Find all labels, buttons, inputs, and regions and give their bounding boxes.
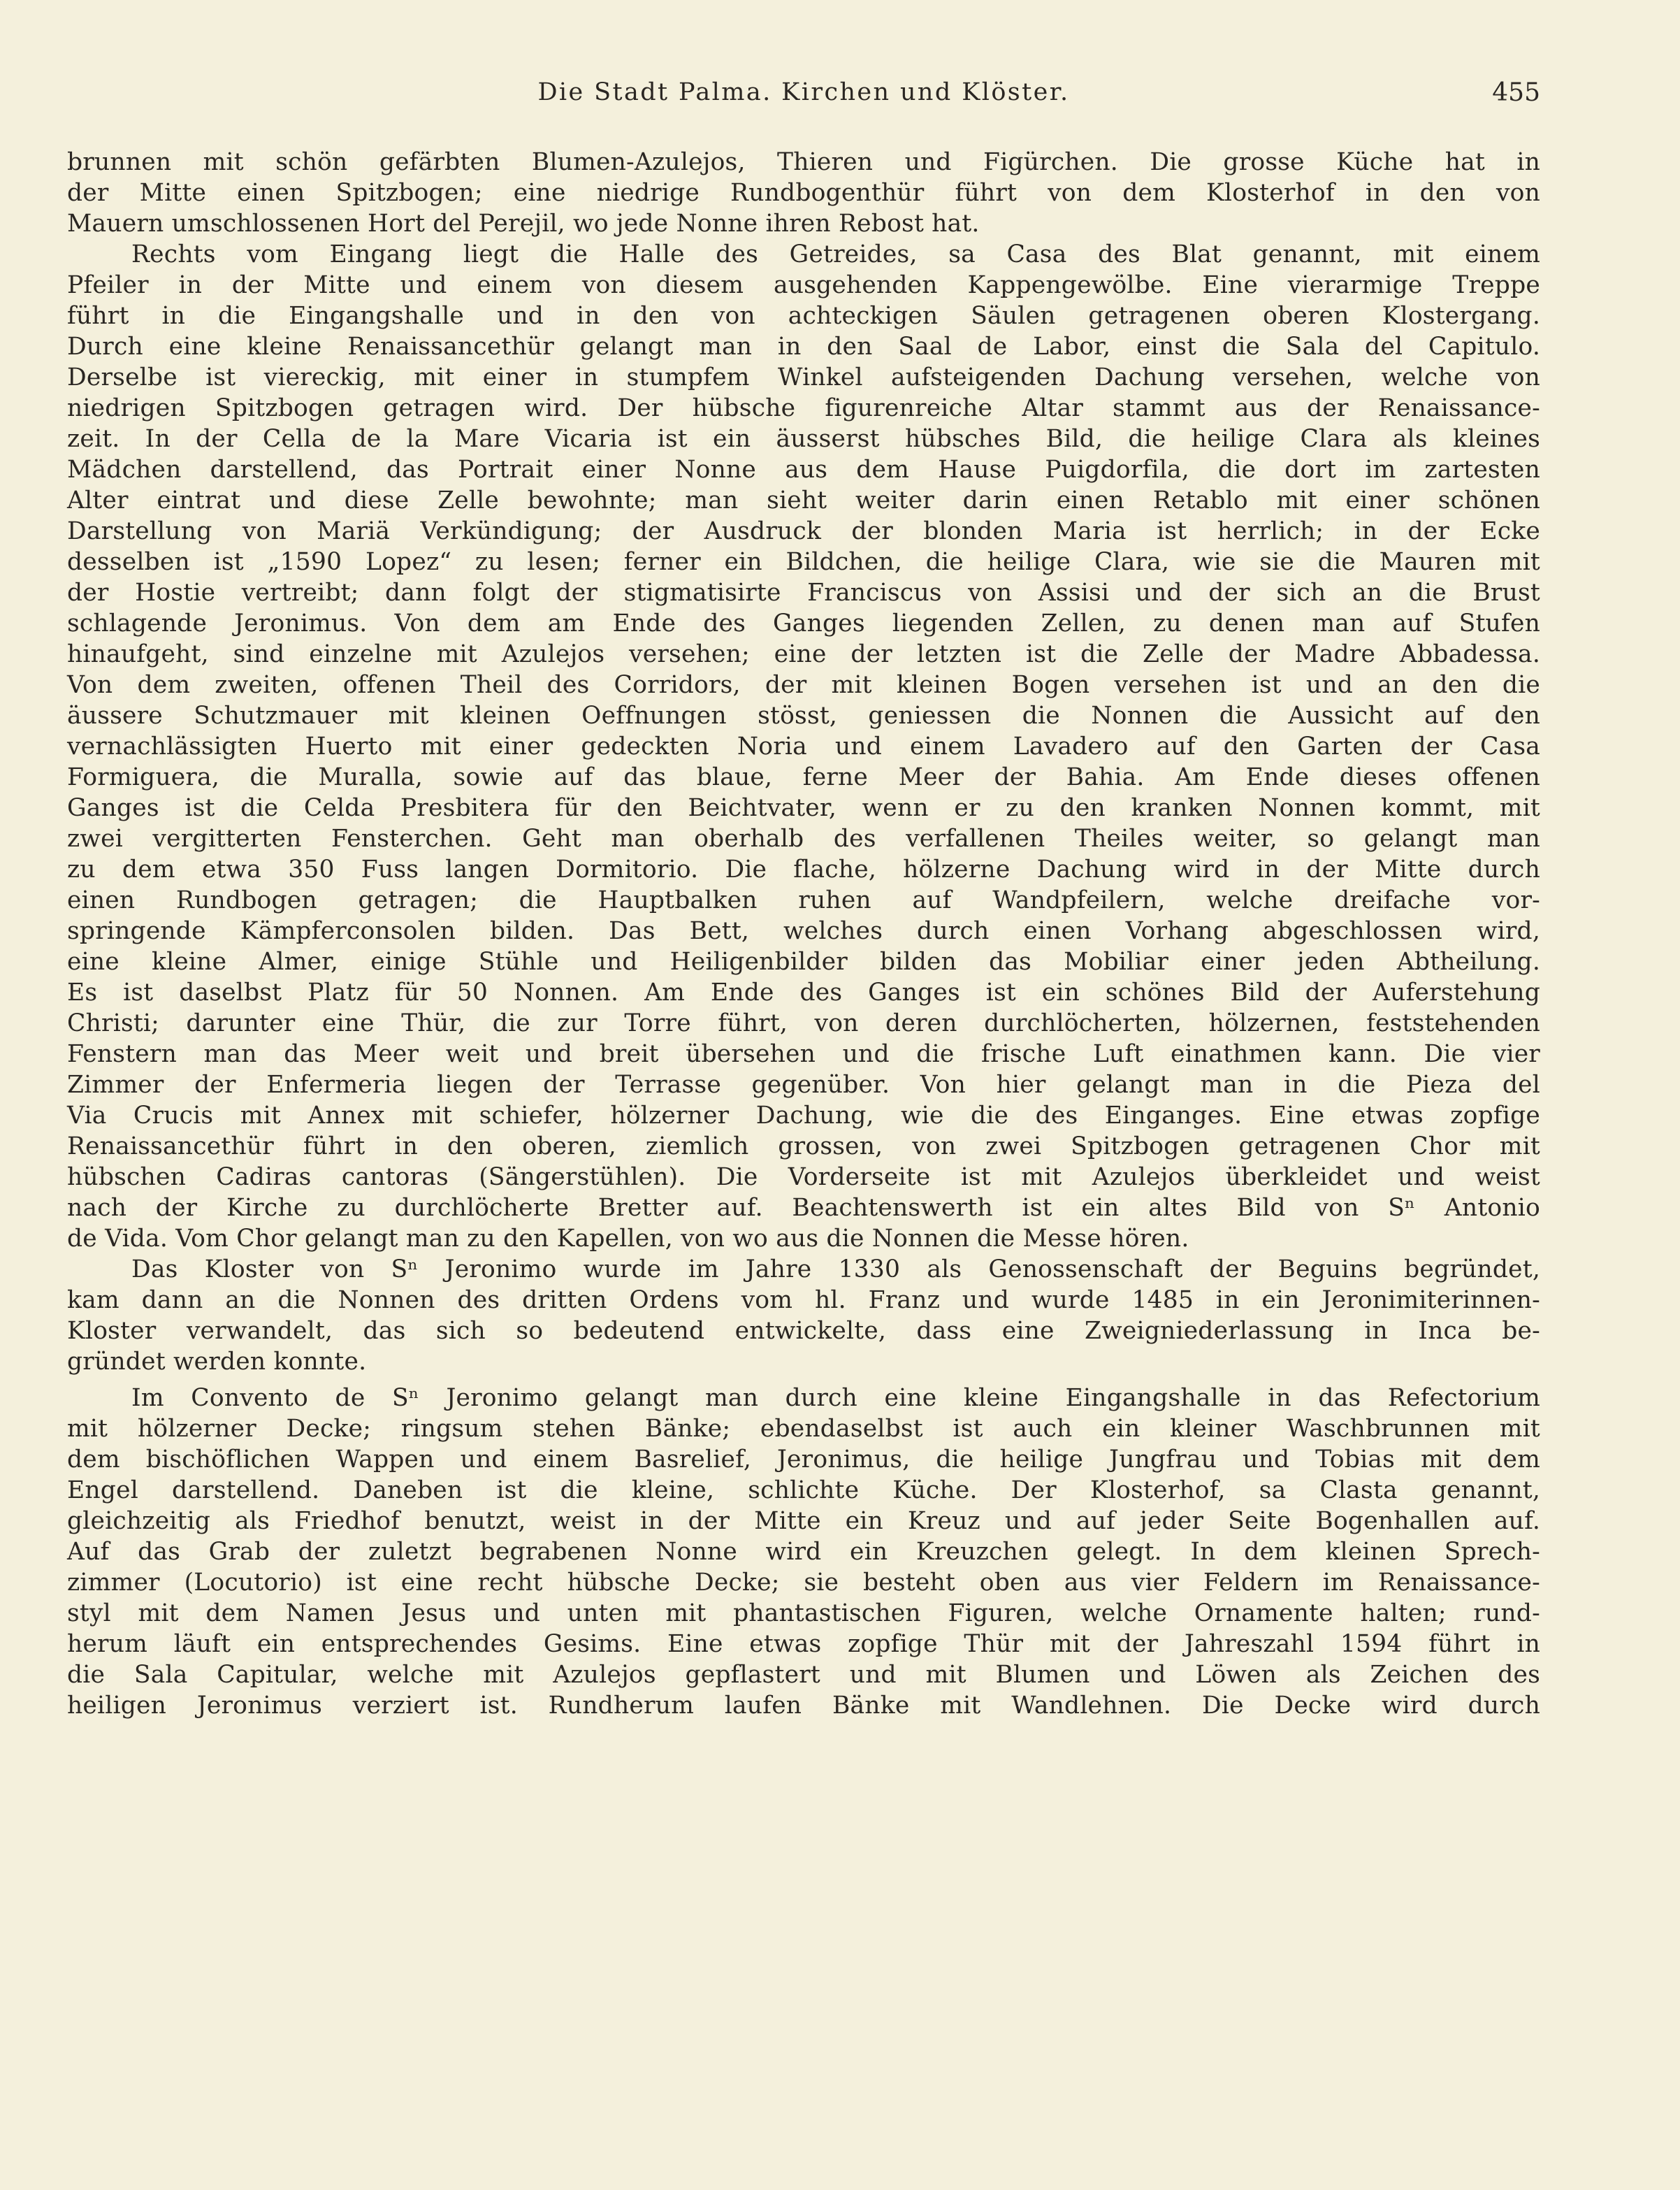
page-number: 455 — [1492, 78, 1540, 107]
text-line: Zimmer der Enfermeria liegen der Terrasse gegenüber. Von hier gelangt man in die Pieza del — [67, 1071, 1540, 1099]
text-line: äussere Schutzmauer mit kleinen Oeffnungen stösst, geniessen die Nonnen die Aussicht auf den — [67, 702, 1540, 730]
text-line: schlagende Jeronimus. Von dem am Ende des Ganges liegenden Zellen, zu denen man auf Stufen — [67, 610, 1540, 637]
text-line: Rechts vom Eingang liegt die Halle des Getreides, sa Casa des Blat genannt, mit einem — [131, 240, 1540, 268]
text-line: Mauern umschlossenen Hort del Perejil, wo jede Nonne ihren Rebost hat. — [67, 210, 980, 238]
text-line: Von dem zweiten, offenen Theil des Corridors, der mit kleinen Bogen versehen ist und an den die — [67, 671, 1540, 699]
text-line: dem bischöflichen Wappen und einem Basrelief, Jeronimus, die heilige Jungfrau und Tobias mit dem — [67, 1446, 1540, 1474]
text-line: springende Kämpferconsolen bilden. Das Bett, welches durch einen Vorhang abgeschlossen wird, — [67, 917, 1540, 945]
text-line: Alter eintrat und diese Zelle bewohnte; man sieht weiter darin einen Retablo mit einer schönen — [67, 487, 1540, 514]
text-line: Renaissancethür führt in den oberen, ziemlich grossen, von zwei Spitzbogen getragenen Chor mit — [67, 1132, 1540, 1160]
text-line: Derselbe ist viereckig, mit einer in stumpfem Winkel aufsteigenden Dachung versehen, welche von — [67, 363, 1540, 391]
text-line: die Sala Capitular, welche mit Azulejos gepflastert und mit Blumen und Löwen als Zeichen des — [67, 1661, 1540, 1689]
text-line: mit hölzerner Decke; ringsum stehen Bänke; ebendaselbst ist auch ein kleiner Waschbrunnen mit — [67, 1415, 1540, 1443]
page-header — [67, 78, 1540, 117]
text-line: heiligen Jeronimus verziert ist. Rundherum laufen Bänke mit Wandlehnen. Die Decke wird durch — [67, 1692, 1540, 1720]
text-line: zimmer (Locutorio) ist eine recht hübsche Decke; sie besteht oben aus vier Feldern im Renaissance- — [67, 1569, 1540, 1597]
running-title: Die Stadt Palma. Kirchen und Klöster. — [537, 78, 1070, 106]
text-line: Im Convento de Sⁿ Jeronimo gelangt man durch eine kleine Eingangshalle in das Refectorium — [131, 1384, 1540, 1412]
text-line: desselben ist „1590 Lopez“ zu lesen; ferner ein Bildchen, die heilige Clara, wie sie die Mauren mit — [67, 548, 1540, 576]
text-line: Mädchen darstellend, das Portrait einer Nonne aus dem Hause Puigdorfila, die dort im zartesten — [67, 456, 1540, 484]
text-line: styl mit dem Namen Jesus und unten mit phantastischen Figuren, welche Ornamente halten; rund- — [67, 1599, 1540, 1627]
text-line: Das Kloster von Sⁿ Jeronimo wurde im Jahre 1330 als Genossenschaft der Beguins begründet, — [131, 1255, 1540, 1283]
text-line: Kloster verwandelt, das sich so bedeutend entwickelte, dass eine Zweigniederlassung in Inca be- — [67, 1317, 1540, 1345]
text-line: niedrigen Spitzbogen getragen wird. Der hübsche figurenreiche Altar stammt aus der Renaissance- — [67, 394, 1540, 422]
text-line: der Mitte einen Spitzbogen; eine niedrige Rundbogenthür führt von dem Klosterhof in den von — [67, 179, 1540, 207]
text-line: Pfeiler in der Mitte und einem von diesem ausgehenden Kappengewölbe. Eine vierarmige Treppe — [67, 271, 1540, 299]
text-line: herum läuft ein entsprechendes Gesims. Eine etwas zopfige Thür mit der Jahreszahl 1594 führt in — [67, 1630, 1540, 1658]
text-line: Es ist daselbst Platz für 50 Nonnen. Am Ende des Ganges ist ein schönes Bild der Auferstehung — [67, 979, 1540, 1007]
text-line: brunnen mit schön gefärbten Blumen-Azulejos, Thieren und Figürchen. Die grosse Küche hat in — [67, 148, 1540, 176]
text-line: Auf das Grab der zuletzt begrabenen Nonne wird ein Kreuzchen gelegt. In dem kleinen Sprech- — [67, 1538, 1540, 1566]
text-line: führt in die Eingangshalle und in den von achteckigen Säulen getragenen oberen Klostergang. — [67, 302, 1540, 330]
text-line: nach der Kirche zu durchlöcherte Bretter auf. Beachtenswerth ist ein altes Bild von Sⁿ Antonio — [67, 1194, 1540, 1222]
text-line: Via Crucis mit Annex mit schiefer, hölzerner Dachung, wie die des Einganges. Eine etwas zopfige — [67, 1102, 1540, 1130]
text-line: hübschen Cadiras cantoras (Sängerstühlen). Die Vorderseite ist mit Azulejos überkleidet und weist — [67, 1163, 1540, 1191]
text-line: zu dem etwa 350 Fuss langen Dormitorio. Die flache, hölzerne Dachung wird in der Mitte durch — [67, 856, 1540, 884]
text-line: zwei vergitterten Fensterchen. Geht man oberhalb des verfallenen Theiles weiter, so gelangt man — [67, 825, 1540, 853]
text-line: gründet werden konnte. — [67, 1348, 367, 1376]
text-line: hinaufgeht, sind einzelne mit Azulejos versehen; eine der letzten ist die Zelle der Madre Abbadessa. — [67, 640, 1540, 668]
text-line: zeit. In der Cella de la Mare Vicaria ist ein äusserst hübsches Bild, die heilige Clara als kleines — [67, 425, 1540, 453]
text-line: gleichzeitig als Friedhof benutzt, weist in der Mitte ein Kreuz und auf jeder Seite Bogenhallen auf. — [67, 1507, 1540, 1535]
text-line: de Vida. Vom Chor gelangt man zu den Kapellen, von wo aus die Nonnen die Messe hören. — [67, 1225, 1189, 1253]
text-line: einen Rundbogen getragen; die Hauptbalken ruhen auf Wandpfeilern, welche dreifache vor- — [67, 886, 1540, 914]
text-line: Darstellung von Mariä Verkündigung; der Ausdruck der blonden Maria ist herrlich; in der Ecke — [67, 517, 1540, 545]
text-line: Formiguera, die Muralla, sowie auf das blaue, ferne Meer der Bahia. Am Ende dieses offenen — [67, 763, 1540, 791]
text-line: Durch eine kleine Renaissancethür gelangt man in den Saal de Labor, einst die Sala del Capitulo. — [67, 333, 1540, 361]
body-text — [67, 147, 1540, 1721]
text-line: Christi; darunter eine Thür, die zur Torre führt, von deren durchlöcherten, hölzernen, feststehenden — [67, 1009, 1540, 1037]
text-line: Engel darstellend. Daneben ist die kleine, schlichte Küche. Der Klosterhof, sa Clasta genannt, — [67, 1476, 1540, 1504]
text-line: vernachlässigten Huerto mit einer gedeckten Noria und einem Lavadero auf den Garten der Casa — [67, 733, 1540, 761]
text-line: eine kleine Almer, einige Stühle und Heiligenbilder bilden das Mobiliar einer jeden Abtheilung. — [67, 948, 1540, 976]
text-line: der Hostie vertreibt; dann folgt der stigmatisirte Franciscus von Assisi und der sich an die Brust — [67, 579, 1540, 607]
text-line: kam dann an die Nonnen des dritten Ordens vom hl. Franz und wurde 1485 in ein Jeronimiterinnen- — [67, 1286, 1540, 1314]
text-line: Fenstern man das Meer weit und breit übersehen und die frische Luft einathmen kann. Die vier — [67, 1040, 1540, 1068]
text-line: Ganges ist die Celda Presbitera für den Beichtvater, wenn er zu den kranken Nonnen kommt, mit — [67, 794, 1540, 822]
